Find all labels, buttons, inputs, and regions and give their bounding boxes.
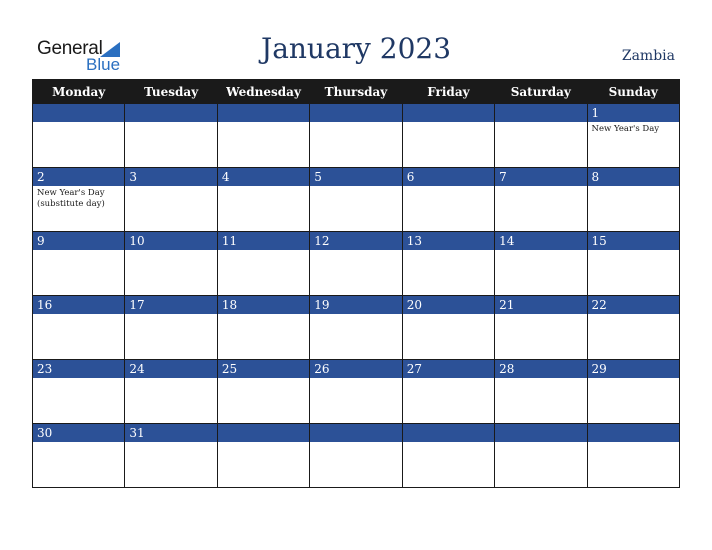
- day-number: 27: [403, 360, 494, 378]
- day-number: 14: [495, 232, 586, 250]
- calendar-grid: [32, 79, 680, 488]
- holiday-label: New Year's Day: [591, 124, 660, 134]
- day-cell: [402, 232, 494, 296]
- day-number: [495, 424, 586, 442]
- day-number: 12: [310, 232, 401, 250]
- day-cell: [310, 104, 402, 168]
- day-number: [125, 104, 216, 122]
- day-number: 24: [125, 360, 216, 378]
- week-row: [33, 168, 680, 232]
- day-cell: [33, 168, 125, 232]
- day-cell: [587, 104, 679, 168]
- week-row: [33, 232, 680, 296]
- day-number: [310, 104, 401, 122]
- day-cell: [33, 296, 125, 360]
- day-number: [588, 424, 679, 442]
- day-cell: [587, 296, 679, 360]
- week-row: [33, 296, 680, 360]
- day-number: [310, 424, 401, 442]
- day-number: 8: [588, 168, 679, 186]
- week-row: [33, 104, 680, 168]
- day-cell: [495, 360, 587, 424]
- day-number: [33, 104, 124, 122]
- week-row: [33, 360, 680, 424]
- day-cell: [125, 232, 217, 296]
- day-cell: [402, 104, 494, 168]
- day-number: 29: [588, 360, 679, 378]
- day-cell: [217, 296, 309, 360]
- week-row: [33, 424, 680, 488]
- weekday-header: Friday: [402, 80, 494, 104]
- day-cell: [217, 168, 309, 232]
- day-number: 23: [33, 360, 124, 378]
- calendar-body: [33, 104, 680, 488]
- day-number: 5: [310, 168, 401, 186]
- day-cell: [125, 168, 217, 232]
- day-cell: [495, 232, 587, 296]
- day-cell: [310, 296, 402, 360]
- day-cell: [33, 104, 125, 168]
- day-cell: [33, 424, 125, 488]
- day-number: 18: [218, 296, 309, 314]
- day-cell: [402, 296, 494, 360]
- day-cell: [402, 168, 494, 232]
- day-cell: [217, 424, 309, 488]
- day-cell: [587, 360, 679, 424]
- weekday-header-row: [33, 80, 680, 104]
- weekday-header: Sunday: [587, 80, 679, 104]
- day-number: [403, 104, 494, 122]
- day-number: 10: [125, 232, 216, 250]
- day-cell: [310, 232, 402, 296]
- day-number: 17: [125, 296, 216, 314]
- weekday-header: Monday: [33, 80, 125, 104]
- day-cell: [125, 104, 217, 168]
- day-cell: [125, 424, 217, 488]
- day-number: 2: [33, 168, 124, 186]
- logo-general-text: General: [37, 38, 103, 59]
- day-cell: [495, 296, 587, 360]
- day-cell: [125, 360, 217, 424]
- day-number: 28: [495, 360, 586, 378]
- day-cell: [33, 360, 125, 424]
- day-number: 19: [310, 296, 401, 314]
- day-cell: [310, 360, 402, 424]
- weekday-header: Saturday: [495, 80, 587, 104]
- day-number: 16: [33, 296, 124, 314]
- day-cell: [402, 424, 494, 488]
- day-cell: [495, 424, 587, 488]
- country-label: Zambia: [621, 48, 675, 64]
- day-number: [218, 424, 309, 442]
- day-number: 13: [403, 232, 494, 250]
- day-number: 31: [125, 424, 216, 442]
- day-cell: [587, 232, 679, 296]
- day-number: 7: [495, 168, 586, 186]
- day-cell: [217, 232, 309, 296]
- day-number: 20: [403, 296, 494, 314]
- weekday-header: Wednesday: [217, 80, 309, 104]
- day-cell: [310, 168, 402, 232]
- holiday-label: New Year's Day (substitute day): [37, 188, 105, 209]
- day-cell: [402, 360, 494, 424]
- day-number: 22: [588, 296, 679, 314]
- day-cell: [587, 168, 679, 232]
- day-cell: [217, 360, 309, 424]
- day-number: 25: [218, 360, 309, 378]
- day-number: 26: [310, 360, 401, 378]
- day-cell: [217, 104, 309, 168]
- logo-blue-text: Blue: [86, 55, 121, 74]
- day-cell: [495, 168, 587, 232]
- day-number: 15: [588, 232, 679, 250]
- page-title: January 2023: [260, 32, 452, 65]
- day-cell: [125, 296, 217, 360]
- weekday-header: Tuesday: [125, 80, 217, 104]
- day-cell: [33, 232, 125, 296]
- day-number: [218, 104, 309, 122]
- day-number: [495, 104, 586, 122]
- day-number: [403, 424, 494, 442]
- day-number: 21: [495, 296, 586, 314]
- day-number: 3: [125, 168, 216, 186]
- day-number: 11: [218, 232, 309, 250]
- day-number: 1: [588, 104, 679, 122]
- day-cell: [310, 424, 402, 488]
- day-number: 4: [218, 168, 309, 186]
- day-number: 30: [33, 424, 124, 442]
- day-cell: [495, 104, 587, 168]
- day-number: 9: [33, 232, 124, 250]
- day-number: 6: [403, 168, 494, 186]
- day-cell: [587, 424, 679, 488]
- weekday-header: Thursday: [310, 80, 402, 104]
